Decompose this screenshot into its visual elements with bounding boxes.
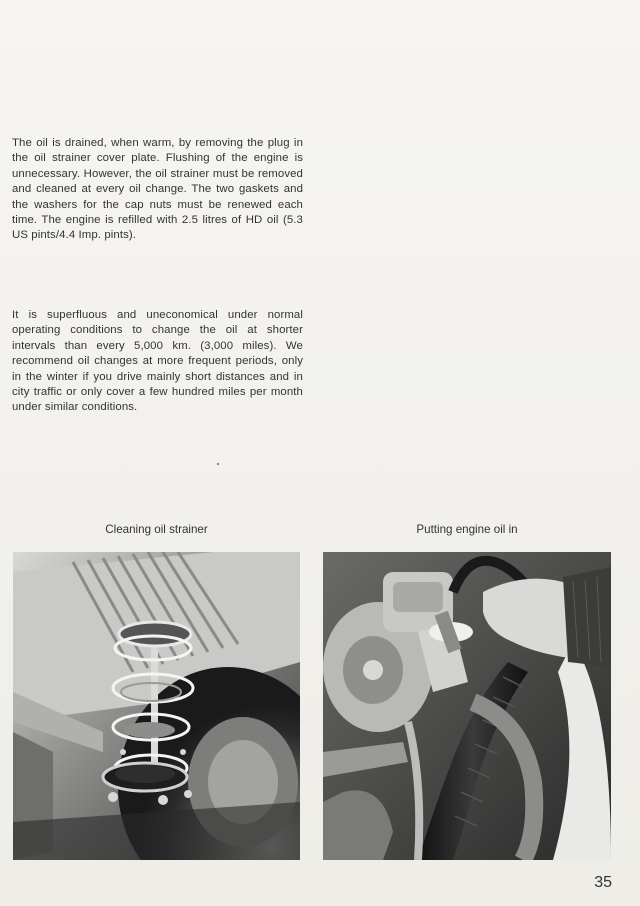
figure-caption-engine-oil: Putting engine oil in [416,523,518,536]
figure-caption-cleaning-strainer: Cleaning oil strainer [105,523,208,536]
photo-putting-engine-oil-in [323,552,611,860]
paragraph-oil-change-intervals: It is superfluous and uneconomical under normal operating conditions to change the oil at shorter intervals than every 5,000 km. (3,000 miles). We recommend oil changes at more frequent periods, only in the winter if you drive mainly short distances and in city traffic or only cover a few hundred miles per month under similar conditions. [12,309,303,414]
page-number: 35 [594,874,612,891]
photo-cleaning-oil-strainer [13,552,300,860]
print-speck [217,463,219,465]
paragraph-oil-draining: The oil is drained, when warm, by removing the plug in the oil strainer cover plate. Flushing of the engine is unnecessary. However, the oil strainer must be removed and cleaned at every oil change. The two gaskets and the washers for the cap nuts must be renewed each time. The engine is refilled with 2.5 litres of HD oil (5.3 US pints/4.4 Imp. pints). [12,137,303,242]
